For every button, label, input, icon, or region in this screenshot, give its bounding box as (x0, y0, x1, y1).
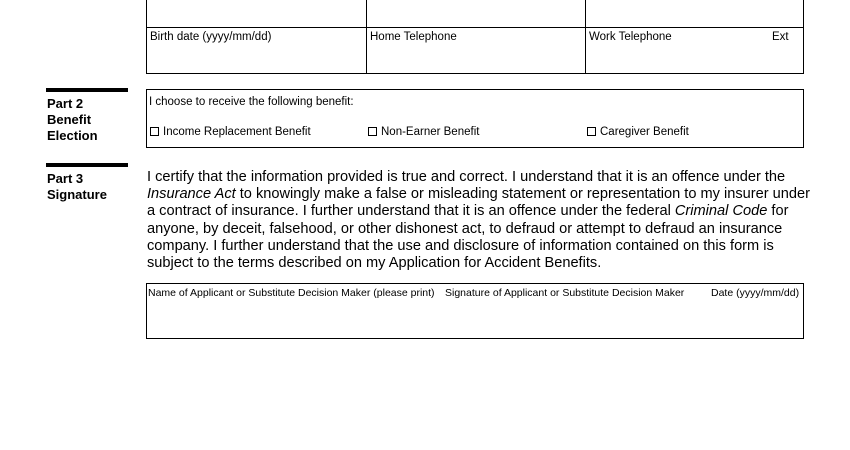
certification-text (147, 169, 817, 272)
cert-criminal-code: Criminal Code (674, 203, 768, 220)
benefit-prompt: I choose to receive the following benefit: (149, 96, 354, 108)
income-replacement-option[interactable] (150, 126, 311, 138)
part3-title: Part 3 Signature (47, 171, 107, 202)
cert-text-2: to knowingly make a false or misleading statement or representation to my insurer under a contract of insurance. I further understand that it is an offence under the federal (147, 186, 811, 220)
non-earner-label: Non-Earner Benefit (381, 126, 480, 138)
non-earner-option[interactable] (368, 126, 479, 138)
contact-fields-row (146, 27, 804, 74)
signature-box (146, 283, 804, 339)
top-field-3[interactable] (585, 0, 803, 27)
non-earner-checkbox[interactable] (368, 127, 377, 136)
work-telephone-label: Work Telephone (589, 31, 672, 43)
applicant-name-label: Name of Applicant or Substitute Decision Maker (please print) (148, 287, 435, 299)
caregiver-label: Caregiver Benefit (600, 126, 689, 138)
birth-date-field[interactable] (147, 28, 366, 73)
applicant-name-field[interactable] (147, 300, 443, 338)
income-replacement-label: Income Replacement Benefit (163, 126, 311, 138)
signature-label: Signature of Applicant or Substitute Decision Maker (445, 287, 685, 299)
date-label: Date (yyyy/mm/dd) (711, 287, 800, 299)
caregiver-checkbox[interactable] (587, 127, 596, 136)
cert-insurance-act: Insurance Act (147, 186, 236, 203)
signature-field[interactable] (443, 300, 707, 338)
part3-divider (46, 163, 128, 167)
home-telephone-field[interactable] (366, 28, 585, 73)
date-field[interactable] (707, 300, 803, 338)
top-fields-row (146, 0, 804, 28)
cert-text-3: for anyone, by deceit, falsehood, or other dishonest act, to defraud or attempt to defraud an insurance company. I further understand that the use and disclosure of information contained on this form is subject to the terms described on my Application for Accident Benefits. (147, 203, 789, 272)
benefit-election-box (146, 89, 804, 148)
home-telephone-label: Home Telephone (370, 31, 457, 43)
cert-text-1: I certify that the information provided is true and correct. I understand that it is an offence under the (147, 169, 786, 185)
work-telephone-field[interactable] (585, 28, 803, 73)
part2-divider (46, 88, 128, 92)
ext-label: Ext (772, 31, 789, 43)
income-replacement-checkbox[interactable] (150, 127, 159, 136)
birth-date-label: Birth date (yyyy/mm/dd) (150, 31, 272, 43)
top-field-1[interactable] (147, 0, 366, 27)
part2-title: Part 2 Benefit Election (47, 96, 98, 143)
top-field-2[interactable] (366, 0, 585, 27)
caregiver-option[interactable] (587, 126, 689, 138)
